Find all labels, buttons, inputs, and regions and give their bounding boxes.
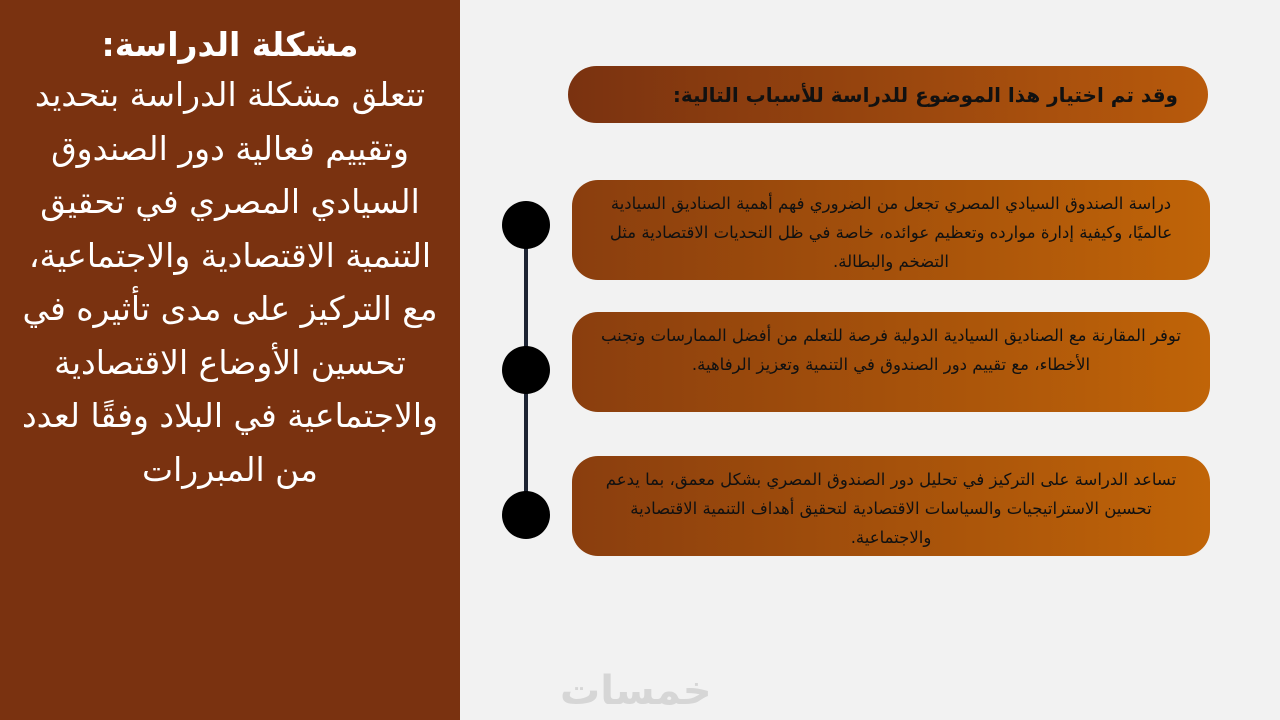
reason-card-3 [572, 456, 1210, 556]
reasons-header [568, 66, 1208, 123]
reason-card-1 [572, 180, 1210, 280]
reason-text-2: توفر المقارنة مع الصناديق السيادية الدولية فرصة للتعلم من أفضل الممارسات وتجنب الأخطاء، مع تقييم دور الصندوق في التنمية وتعزيز الرفاهية. [600, 326, 1182, 374]
timeline-dot-1 [502, 201, 550, 249]
problem-body: تتعلق مشكلة الدراسة بتحديد وتقييم فعالية دور الصندوق السيادي المصري في تحقيق التنمية الاقتصادية والاجتماعية، مع التركيز على مدى تأثيره في تحسين الأوضاع الاقتصادية والاجتماعية في البلاد وفقًا لعدد من المبررات [21, 75, 438, 489]
watermark-logo: خمسات [560, 668, 712, 714]
reason-text-1: دراسة الصندوق السيادي المصري تجعل من الضروري فهم أهمية الصناديق السيادية عالميًا، وكيفية إدارة موارده وتعظيم عوائده، خاصة في ظل التحديات الاقتصادية مثل التضخم والبطالة. [609, 194, 1173, 271]
reason-card-2 [572, 312, 1210, 412]
timeline-dot-2 [502, 346, 550, 394]
timeline-dot-3 [502, 491, 550, 539]
reason-text-3: تساعد الدراسة على التركيز في تحليل دور الصندوق المصري بشكل معمق، بما يدعم تحسين الاستراتيجيات والسياسات الاقتصادية لتحقيق أهداف التنمية الاقتصادية والاجتماعية. [605, 470, 1177, 547]
problem-title: مشكلة الدراسة: [101, 25, 359, 64]
reasons-header-text: وقد تم اختيار هذا الموضوع للدراسة للأسباب التالية: [672, 82, 1178, 107]
problem-panel [0, 0, 460, 720]
